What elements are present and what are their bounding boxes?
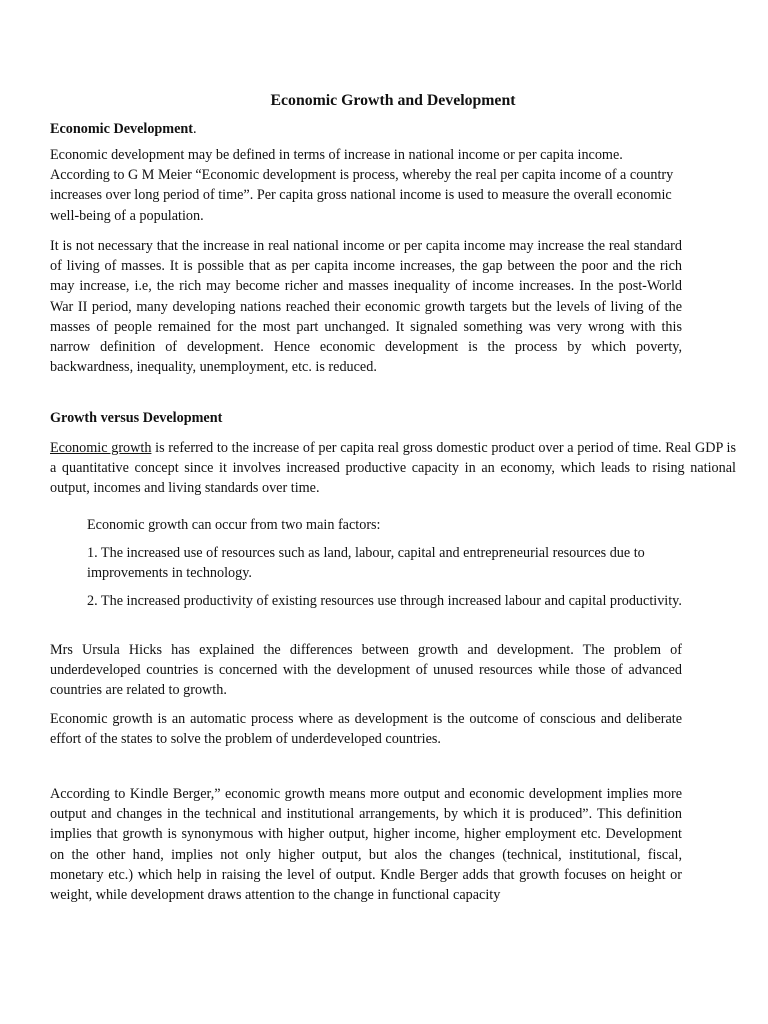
paragraph-economic-growth <box>50 438 736 499</box>
paragraph-automatic-process: Economic growth is an automatic process where as development is the outcome of conscious and deliberate effort of the states to solve the problem of underdeveloped countries. <box>50 711 682 748</box>
paragraph-definition: Economic development may be defined in terms of increase in national income or per capita income. According to G M Meier “Economic development is process, whereby the real per capita income of a country increases over long period of time”. Per capita gross national income is used to measure the overall economic well-being of a population. <box>50 147 674 224</box>
paragraph-ursula-hicks: Mrs Ursula Hicks has explained the differences between growth and development. The problem of underdeveloped countries is concerned with the development of unused resources while those of advanced countries are related to growth. <box>50 642 682 699</box>
document-title: Economic Growth and Development <box>270 92 516 109</box>
paragraph-kindle-berger: According to Kindle Berger,” economic growth means more output and economic development implies more output and changes in the technical and institutional arrangements, by which it is produced”. This definition implies that growth is synonymous with higher output, higher income, higher employment etc. Development on the other hand, implies not only higher output, but alos the changes (technical, institutional, fiscal, monetary etc.) which help in raising the level of output. Kndle Berger adds that growth focuses on height or weight, while development draws attention to the change in functional capacity <box>50 786 682 904</box>
economic-growth-definition: is referred to the increase of per capita real gross domestic product over a period of time. Real GDP is a quantitative concept since it involves increased productive capacity in an economy, which leads to rising national output, incomes and living standards over time. <box>50 440 736 497</box>
paragraph-standard-of-living: It is not necessary that the increase in real national income or per capita income may increase the real standard of living of masses. It is possible that as per capita income increases, the gap between the poor and the rich may increase, i.e, the rich may become richer and masses inequality of income increases. In the post-World War II period, many developing nations reached their economic growth targets but the levels of living of the masses of people remained for the most part unchanged. It signaled something was very wrong with this narrow definition of development. Hence economic development is the process by which poverty, backwardness, inequality, unemployment, etc. is reduced. <box>50 238 682 376</box>
economic-growth-term: Economic growth <box>50 440 152 456</box>
section-heading-growth-vs-development: Growth versus Development <box>50 410 223 426</box>
factor-item-1: 1. The increased use of resources such as land, labour, capital and entrepreneurial resources due to improvements in technology. <box>87 545 645 582</box>
factors-intro: Economic growth can occur from two main factors: <box>87 517 381 533</box>
section-heading-suffix: . <box>193 121 197 137</box>
factor-item-2: 2. The increased productivity of existing resources use through increased labour and capital productivity. <box>87 593 682 609</box>
section-heading-economic-development <box>50 119 197 139</box>
section-heading-text: Economic Development <box>50 121 194 137</box>
